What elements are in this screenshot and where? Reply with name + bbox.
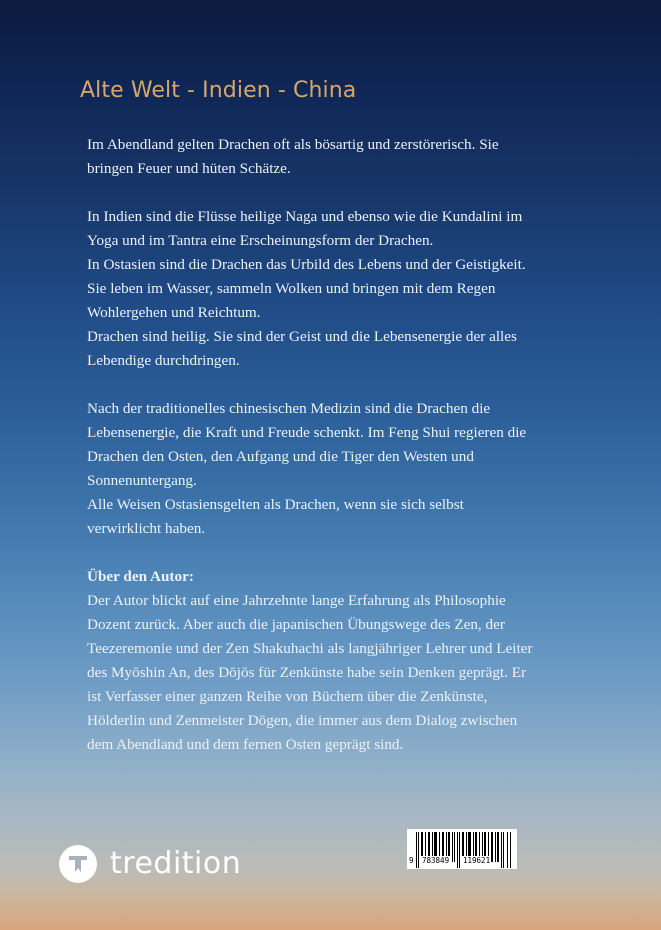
text-line: Yoga und im Tantra eine Erscheinungsform der Drachen. (87, 232, 434, 249)
text-line: ist Verfasser einer ganzen Reihe von Büchern über die Zenkünste, (87, 688, 488, 705)
text-line: Teezeremonie und der Zen Shakuhachi als langjähriger Lehrer und Leiter (87, 640, 533, 657)
text-line: Der Autor blickt auf eine Jahrzehnte lange Erfahrung als Philosophie (87, 592, 506, 609)
text-line: Sonnenuntergang. (87, 472, 197, 489)
text-line: Sie leben im Wasser, sammeln Wolken und bringen mit dem Regen (87, 280, 496, 297)
author-section (87, 565, 587, 757)
tredition-logo-icon (59, 845, 97, 883)
text-line: Im Abendland gelten Drachen oft als bösartig und zerstörerisch. Sie (87, 136, 499, 153)
blurb (87, 133, 587, 757)
text-line: Nach der traditionelles chinesischen Medizin sind die Drachen die (87, 400, 491, 417)
cover-title: Alte Welt - Indien - China (80, 78, 357, 103)
text-line: Alle Weisen Ostasiensgelten als Drachen, wenn sie sich selbst (87, 496, 464, 513)
paragraph-2 (87, 205, 587, 373)
barcode-digits-left: 783849 (422, 856, 450, 865)
text-line: Wohlergehen und Reichtum. (87, 304, 261, 321)
text-line: In Ostasien sind die Drachen das Urbild des Lebens und der Geistigkeit. (87, 256, 526, 273)
barcode-digits-right: 119621 (463, 856, 491, 865)
text-line: verwirklicht haben. (87, 520, 206, 537)
author-heading: Über den Autor: (87, 568, 194, 585)
text-line: Lebensenergie, die Kraft und Freude schenkt. Im Feng Shui regieren die (87, 424, 527, 441)
publisher-logo (59, 845, 241, 883)
paragraph-1 (87, 133, 587, 181)
text-line: Drachen sind heilig. Sie sind der Geist und die Lebensenergie der alles (87, 328, 517, 345)
text-line: Dozent zurück. Aber auch die japanischen Übungswege des Zen, der (87, 616, 505, 633)
text-line: des Myōshin An, des Dōjōs für Zenkünste habe sein Denken geprägt. Er (87, 664, 527, 681)
text-line: dem Abendland und dem fernen Osten geprägt sind. (87, 736, 404, 753)
text-line: bringen Feuer und hüten Schätze. (87, 160, 291, 177)
text-line: Lebendige durchdringen. (87, 352, 240, 369)
barcode-digit-first: 9 (409, 856, 414, 865)
isbn-barcode (407, 829, 517, 869)
paragraph-3 (87, 397, 587, 541)
text-line: In Indien sind die Flüsse heilige Naga und ebenso wie die Kundalini im (87, 208, 523, 225)
publisher-name: tredition (110, 846, 242, 881)
text-line: Drachen den Osten, den Aufgang und die Tiger den Westen und (87, 448, 474, 465)
text-line: Hölderlin und Zenmeister Dōgen, die immer aus dem Dialog zwischen (87, 712, 518, 729)
